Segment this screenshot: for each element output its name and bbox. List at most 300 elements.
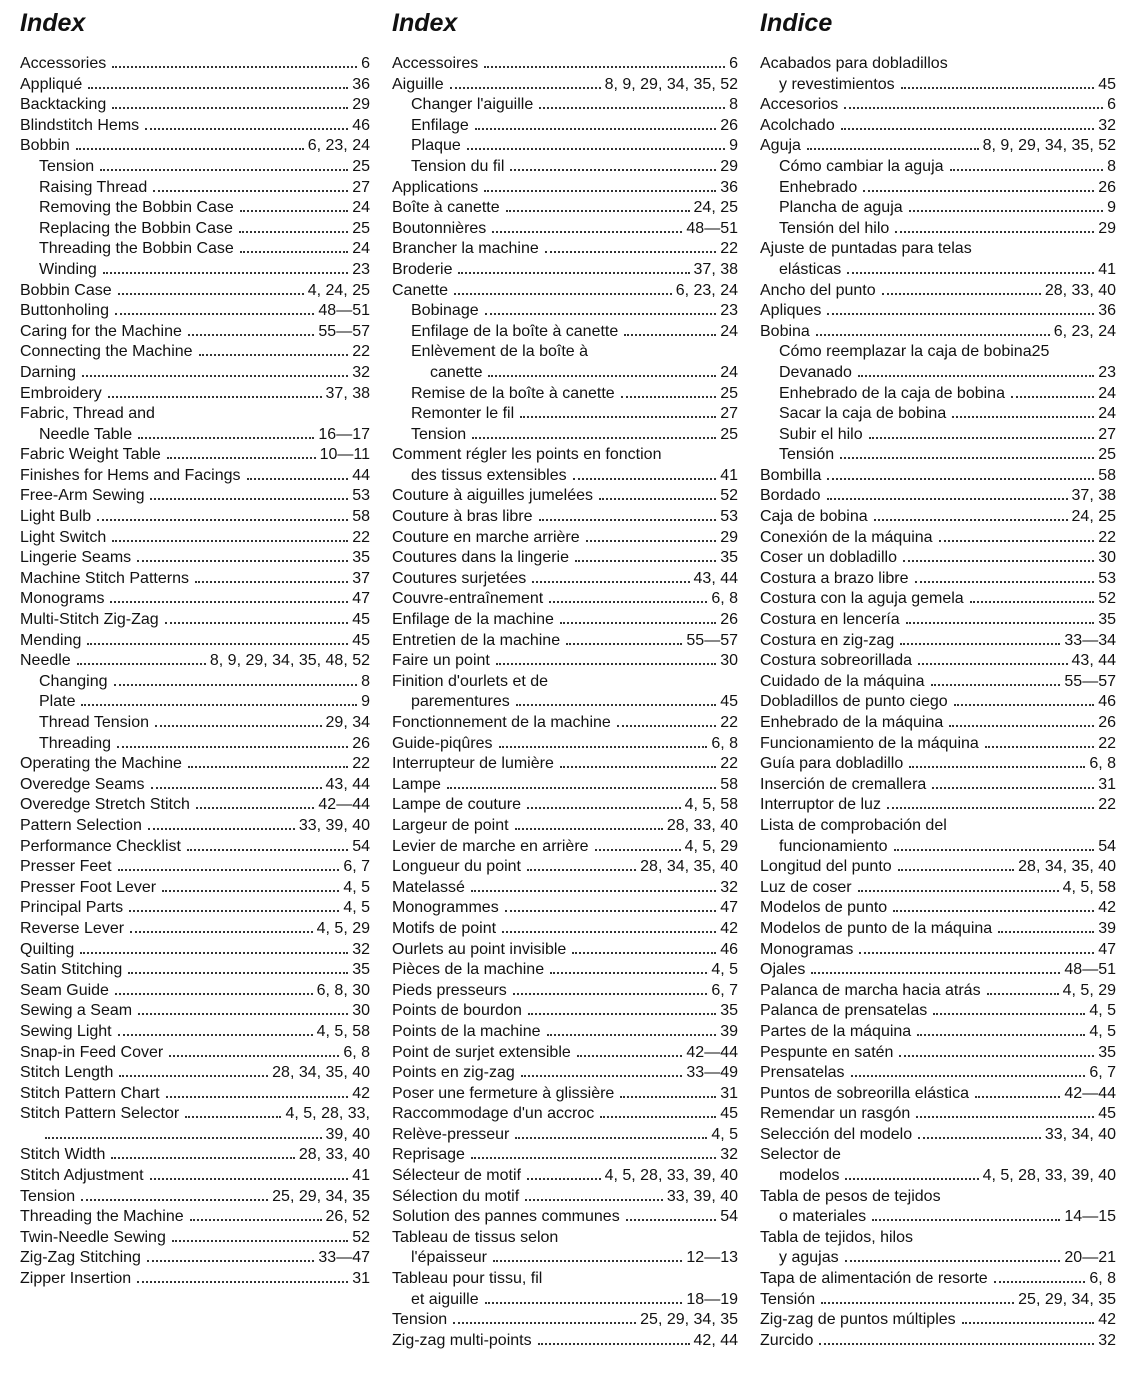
dot-leader [949, 725, 1094, 727]
dot-leader [118, 293, 304, 295]
entry-label: Stitch Length [20, 1064, 114, 1082]
index-entry [760, 1125, 1116, 1146]
entry-pages: 48—51 [1064, 961, 1116, 979]
index-entry [20, 301, 370, 322]
entry-label: Point de surjet extensible [392, 1043, 571, 1061]
entry-pages: 54 [352, 837, 370, 855]
entry-label: Stitch Width [20, 1146, 106, 1164]
dot-leader [539, 519, 717, 521]
index-entry [760, 404, 1116, 425]
index-entry [20, 919, 370, 940]
dot-leader [918, 663, 1067, 665]
entry-label: Needle Table [39, 425, 133, 443]
entry-pages: 33, 34, 40 [1044, 1125, 1116, 1143]
entry-label: Remise de la boîte à canette [411, 384, 615, 402]
dot-leader [898, 869, 1014, 871]
entry-pages: 4, 5 [343, 878, 370, 896]
entry-pages: 37 [352, 569, 370, 587]
dot-leader [162, 890, 339, 892]
entry-label: Monograms [20, 590, 105, 608]
index-entry [392, 239, 738, 260]
dot-leader [467, 148, 725, 150]
entry-label: Prensatelas [760, 1064, 845, 1082]
entry-label: Largeur de point [392, 816, 509, 834]
entry-pages: 25 [352, 219, 370, 237]
dot-leader [97, 519, 348, 521]
dot-leader [155, 725, 322, 727]
index-entry [392, 322, 738, 343]
entry-pages: 46 [720, 940, 738, 958]
dot-leader [485, 1302, 683, 1304]
index-entry [20, 816, 370, 837]
entry-label: Pattern Selection [20, 816, 142, 834]
entry-pages: 8, 9, 29, 34, 35, 48, 52 [209, 652, 370, 670]
entry-pages: 6, 8 [1089, 1270, 1116, 1288]
entry-pages: 47 [720, 899, 738, 917]
dot-leader [827, 498, 1068, 500]
entry-pages: 47 [1098, 940, 1116, 958]
dot-leader [845, 1260, 1061, 1262]
dot-leader [506, 210, 690, 212]
index-entry [392, 1310, 738, 1331]
dot-leader [1011, 396, 1094, 398]
entry-pages: 28, 33, 40 [666, 816, 738, 834]
entry-label: Puntos de sobreorilla elástica [760, 1084, 970, 1102]
dot-leader [516, 704, 716, 706]
entry-label: Monogramas [760, 940, 854, 958]
entry-label: Costura a brazo libre [760, 569, 909, 587]
entry-pages: 20—21 [1064, 1249, 1116, 1267]
entry-label: Couvre-entraînement [392, 590, 544, 608]
index-entry [20, 54, 370, 75]
entry-label: y revestimientos [779, 75, 895, 93]
entry-pages: 43, 44 [693, 569, 738, 587]
entry-label: Pieds presseurs [392, 981, 507, 999]
entry-pages: 18—19 [686, 1290, 738, 1308]
column-title: Index [20, 9, 86, 37]
entry-label: Longitud del punto [760, 858, 892, 876]
entry-label: Finishes for Hems and Facings [20, 466, 241, 484]
entry-pages: 24 [720, 322, 738, 340]
index-entry [20, 878, 370, 899]
index-entry [760, 239, 1116, 260]
entry-pages: 25 [720, 425, 738, 443]
index-entry [20, 1043, 370, 1064]
entry-label: Thread Tension [39, 714, 149, 731]
entry-label: Faire un point [392, 652, 490, 670]
index-entry [392, 1228, 738, 1249]
entry-pages: 27 [352, 178, 370, 196]
index-entry [20, 960, 370, 981]
dot-leader [166, 1096, 349, 1098]
entry-pages: 26, 52 [325, 1208, 370, 1226]
index-entry [392, 589, 738, 610]
entry-pages: 6, 7 [1089, 1064, 1116, 1082]
entry-label: Costura con la aguja gemela [760, 590, 964, 608]
entry-label: Appliqué [20, 75, 83, 93]
entry-label: Sélecteur de motif [392, 1167, 521, 1185]
index-entry [20, 672, 370, 693]
entry-pages: 29 [352, 96, 370, 114]
entry-pages: 26 [720, 611, 738, 629]
index-entry [20, 1063, 370, 1084]
entry-pages: 27 [720, 405, 738, 423]
entry-pages: 32 [352, 363, 370, 381]
index-entry [760, 157, 1116, 178]
entry-pages: 53 [352, 487, 370, 505]
entry-label: Quilting [20, 940, 75, 958]
entry-label: Points de la machine [392, 1022, 541, 1040]
entry-label: Raccommodage d'un accroc [392, 1105, 595, 1123]
entry-label: Blindstitch Hems [20, 116, 140, 134]
index-entry [392, 795, 738, 816]
dot-leader [847, 272, 1094, 274]
dot-leader [872, 1219, 1060, 1221]
dot-leader [185, 1116, 281, 1118]
entry-pages: 58 [720, 775, 738, 793]
index-column-spanish [760, 0, 1116, 1351]
index-entry [20, 178, 370, 199]
entry-label: Tension [20, 1187, 76, 1205]
dot-leader [932, 787, 1094, 789]
dot-leader [931, 684, 1061, 686]
index-entry [760, 816, 1116, 837]
entry-label: Overedge Stretch Stitch [20, 796, 190, 814]
entry-label: Stitch Pattern Chart [20, 1084, 160, 1102]
dot-leader [130, 931, 313, 933]
entry-pages: 52 [720, 487, 738, 505]
index-entry [392, 486, 738, 507]
entry-pages: 42—44 [1064, 1084, 1116, 1102]
column-title: Index [392, 9, 458, 37]
dot-leader [145, 128, 348, 130]
entry-label: Zurcido [760, 1331, 814, 1349]
dot-leader [447, 787, 716, 789]
entry-label: Solution des pannes communes [392, 1208, 620, 1226]
dot-leader [859, 952, 1094, 954]
entry-label: Coser un dobladillo [760, 549, 897, 567]
entry-label: Boutonnières [392, 219, 487, 237]
dot-leader [547, 1034, 717, 1036]
entry-label: Tension [411, 425, 467, 443]
entry-pages: 29 [720, 157, 738, 175]
entry-label: Interruptor de luz [760, 796, 881, 814]
entry-pages: 53 [1098, 569, 1116, 587]
index-entry [20, 384, 370, 405]
index-entry [392, 1187, 738, 1208]
dot-leader [513, 993, 708, 995]
entry-pages: 43, 44 [1071, 652, 1116, 670]
entry-pages: 32 [720, 878, 738, 896]
entry-pages: 24 [1098, 405, 1116, 423]
entry-label: Overedge Seams [20, 775, 145, 793]
entry-pages: 27 [1098, 425, 1116, 443]
entry-label: Palanca de marcha hacia atrás [760, 981, 981, 999]
dot-leader [811, 972, 1060, 974]
index-entry [760, 1228, 1116, 1249]
entry-pages: 6, 8, 30 [316, 981, 370, 999]
index-entry [760, 136, 1116, 157]
entry-label: Pespunte en satén [760, 1043, 894, 1061]
entry-label: Enfilage de la boîte à canette [411, 322, 619, 340]
entry-label: Backtacking [20, 96, 107, 114]
entry-label: Stitch Adjustment [20, 1167, 144, 1185]
entry-label: o materiales [779, 1208, 867, 1226]
entry-pages: 30 [720, 652, 738, 670]
entry-pages: 4, 5, 28, 33, 39, 40 [604, 1167, 738, 1185]
entry-label: Machine Stitch Patterns [20, 569, 189, 587]
dot-leader [620, 1096, 716, 1098]
dot-leader [962, 1322, 1095, 1324]
dot-leader [577, 1055, 683, 1057]
dot-leader [840, 457, 1094, 459]
index-entry [20, 95, 370, 116]
dot-leader [458, 272, 689, 274]
entry-pages: 32 [1098, 116, 1116, 134]
index-entry [20, 837, 370, 858]
dot-leader [918, 1137, 1041, 1139]
entry-label: Ajuste de puntadas para telas [760, 240, 972, 258]
dot-leader [81, 704, 357, 706]
dot-leader [150, 1178, 349, 1180]
entry-label: Canette [392, 281, 449, 299]
entry-label: Bobina [760, 322, 810, 340]
index-entry [760, 960, 1116, 981]
entry-label: Twin-Needle Sewing [20, 1228, 166, 1246]
index-entry [20, 466, 370, 487]
dot-leader [112, 107, 348, 109]
dot-leader [532, 581, 689, 583]
index-entry [760, 384, 1116, 405]
dot-leader [599, 498, 716, 500]
dot-leader [165, 622, 349, 624]
entry-pages: 52 [352, 1228, 370, 1246]
entry-label: Zig-Zag Stitching [20, 1249, 141, 1267]
index-entry [392, 425, 738, 446]
entry-label: y agujas [779, 1249, 839, 1267]
entry-label: Connecting the Machine [20, 343, 193, 361]
entry-label: Presser Feet [20, 858, 112, 876]
entry-pages: 22 [352, 528, 370, 546]
entry-pages: 35 [720, 1002, 738, 1020]
entry-pages: 6, 7 [711, 981, 738, 999]
entry-pages: 22 [720, 755, 738, 773]
index-entry [760, 1207, 1116, 1228]
dot-leader [138, 1013, 348, 1015]
entry-pages: 6, 8 [711, 590, 738, 608]
entry-label: Multi-Stitch Zig-Zag [20, 611, 159, 629]
dot-leader [527, 807, 681, 809]
index-entry [20, 1228, 370, 1249]
entry-label: Interrupteur de lumière [392, 755, 554, 773]
entry-pages: 24, 25 [693, 199, 738, 217]
entry-label: Accessories [20, 55, 107, 72]
dot-leader [858, 375, 1094, 377]
entry-pages: 58 [352, 508, 370, 526]
entry-pages: 29 [720, 528, 738, 546]
index-entry [20, 754, 370, 775]
entry-pages: 10—11 [319, 446, 370, 464]
entry-pages: 55—57 [686, 631, 738, 649]
index-entry [760, 610, 1116, 631]
dot-leader [118, 869, 340, 871]
entry-label: Embroidery [20, 384, 102, 402]
entry-label: Longueur du point [392, 858, 521, 876]
index-entry [20, 1187, 370, 1208]
entry-label: Conexión de la máquina [760, 528, 933, 546]
entry-pages: 42 [1098, 899, 1116, 917]
entry-pages: 29, 34 [325, 714, 370, 731]
entry-label: Accesorios [760, 96, 839, 114]
entry-pages: 26 [720, 116, 738, 134]
entry-pages: 30 [352, 1002, 370, 1020]
dot-leader [484, 190, 716, 192]
dot-leader [505, 910, 717, 912]
index-entry [392, 857, 738, 878]
index-entry [760, 281, 1116, 302]
entry-label: Tableau pour tissu, fil [392, 1270, 543, 1288]
entry-label: Changing [39, 672, 108, 690]
index-entry [392, 157, 738, 178]
entry-label: Lampe de couture [392, 796, 521, 814]
entry-label: Winding [39, 260, 97, 278]
index-entry [20, 1125, 370, 1146]
entry-pages: 35 [1098, 1043, 1116, 1061]
entry-pages: 58 [1098, 466, 1116, 484]
index-entry [20, 219, 370, 240]
entry-pages: 31 [1098, 775, 1116, 793]
entry-label: Brancher la machine [392, 240, 539, 258]
index-entry [760, 1331, 1116, 1352]
dot-leader [819, 1343, 1094, 1345]
entry-label: Ourlets au point invisible [392, 940, 567, 958]
index-entry [392, 878, 738, 899]
dot-leader [150, 498, 348, 500]
entry-label: Sacar la caja de bobina [779, 405, 947, 423]
entry-pages: 4, 5 [343, 899, 370, 917]
entry-pages: 35 [1098, 611, 1116, 629]
dot-leader [484, 66, 725, 68]
dot-leader [112, 66, 357, 68]
entry-pages: 25, 29, 34, 35 [1018, 1290, 1116, 1308]
entry-pages: 25, 29, 34, 35 [272, 1187, 370, 1205]
dot-leader [994, 1281, 1086, 1283]
index-entry [392, 837, 738, 858]
entry-pages: 9 [729, 137, 738, 155]
entry-pages: 8, 9, 29, 34, 35, 52 [604, 75, 738, 93]
index-entry [392, 1166, 738, 1187]
index-entry [392, 445, 738, 466]
index-entry [20, 116, 370, 137]
entry-pages: 23 [352, 260, 370, 278]
entry-label: parementures [411, 693, 510, 711]
entry-label: Lingerie Seams [20, 549, 132, 567]
index-entry [760, 1310, 1116, 1331]
dot-leader [196, 807, 315, 809]
entry-pages: 22 [720, 240, 738, 258]
entry-label: Enfilage de la machine [392, 611, 554, 629]
dot-leader [863, 190, 1094, 192]
index-entry [20, 1084, 370, 1105]
index-entry [20, 775, 370, 796]
entry-label: Raising Thread [39, 178, 148, 196]
entry-pages: 31 [352, 1270, 370, 1288]
entry-pages: 16—17 [318, 425, 370, 443]
dot-leader [493, 1260, 682, 1262]
index-entry [392, 919, 738, 940]
dot-leader [882, 293, 1041, 295]
index-entry [760, 775, 1116, 796]
index-entry [760, 1063, 1116, 1084]
entry-label: Reprisage [392, 1146, 465, 1164]
dot-leader [247, 478, 349, 480]
entry-label: Caja de bobina [760, 508, 868, 526]
entry-pages: 45 [1098, 75, 1116, 93]
entry-pages: 39 [720, 1022, 738, 1040]
entry-pages: 46 [1098, 693, 1116, 711]
entry-label: Entretien de la machine [392, 631, 561, 649]
index-entry [760, 301, 1116, 322]
entry-pages: 35 [352, 549, 370, 567]
entry-label: Sewing Light [20, 1022, 112, 1040]
dot-leader [933, 1013, 1085, 1015]
dot-leader [985, 746, 1094, 748]
entry-pages: 22 [1098, 796, 1116, 814]
entry-label: Broderie [392, 260, 453, 278]
dot-leader [827, 313, 1094, 315]
entry-label: Replacing the Bobbin Case [39, 219, 233, 237]
index-column-french [392, 0, 738, 1351]
entry-label: Finition d'ourlets et de [392, 672, 549, 690]
entry-pages: 4, 5, 58 [1062, 878, 1116, 896]
entry-label: Selección del modelo [760, 1125, 913, 1143]
dot-leader [128, 972, 348, 974]
index-entry [760, 466, 1116, 487]
entry-pages: 4, 5 [1089, 1022, 1116, 1040]
entry-label: Luz de coser [760, 878, 852, 896]
entry-pages: 33, 39, 40 [298, 816, 370, 834]
index-entry [760, 837, 1116, 858]
entry-label: Remendar un rasgón [760, 1105, 911, 1123]
entry-label: Inserción de cremallera [760, 775, 927, 793]
entry-pages: 54 [720, 1208, 738, 1226]
entry-label: Tension du fil [411, 157, 505, 175]
dot-leader [454, 293, 672, 295]
index-entry [392, 569, 738, 590]
dot-leader [573, 478, 717, 480]
index-entry [392, 548, 738, 569]
entry-label: Cómo reemplazar la caja de bobina [779, 343, 1032, 361]
index-entry [760, 569, 1116, 590]
entry-label: Bordado [760, 487, 821, 505]
entry-label: Acabados para dobladillos [760, 55, 948, 72]
index-entry [392, 342, 738, 363]
index-entry [20, 1207, 370, 1228]
dot-leader [626, 1219, 717, 1221]
entry-label: Threading the Machine [20, 1208, 184, 1226]
entry-pages: 6, 8 [711, 734, 738, 752]
entry-pages: 37, 38 [693, 260, 738, 278]
entry-pages: 4, 5, 29 [1062, 981, 1116, 999]
entry-label: Devanado [779, 363, 852, 381]
index-entry [20, 548, 370, 569]
entry-label: Applications [392, 178, 479, 196]
entry-label: Operating the Machine [20, 755, 182, 773]
index-entry [760, 713, 1116, 734]
dot-leader [816, 334, 1050, 336]
index-entry [760, 981, 1116, 1002]
entry-label: Enhebrado de la máquina [760, 714, 944, 731]
